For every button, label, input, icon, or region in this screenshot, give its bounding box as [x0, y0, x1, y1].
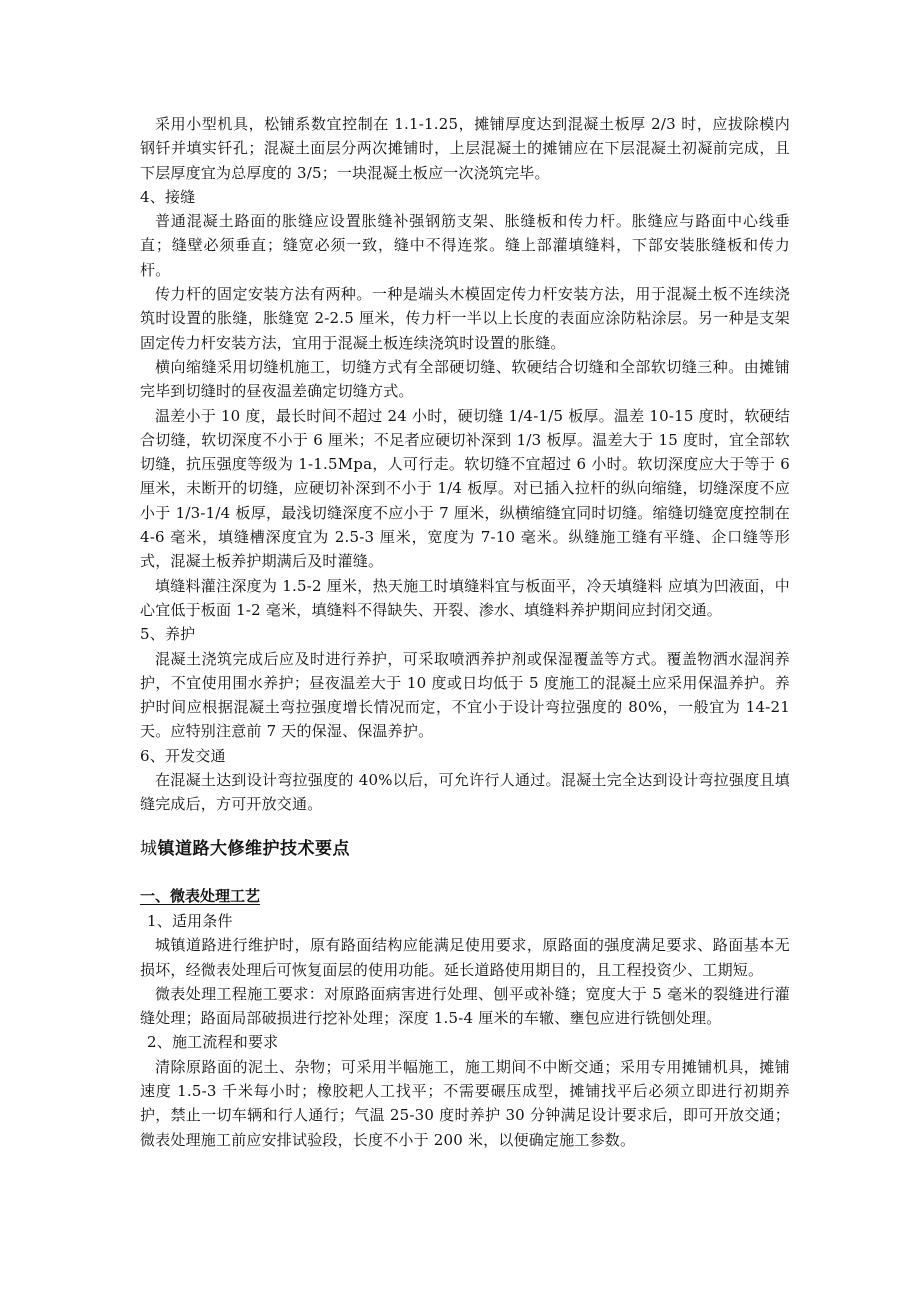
paragraph-requirements: 微表处理工程施工要求：对原路面病害进行处理、刨平或补缝；宽度大于 5 毫米的裂缝进行灌缝处理；路面局部破损进行挖补处理；深度 1.5-4 厘米的车辙、壅包应进行铣刨处理。 [140, 984, 790, 1028]
paragraph-conditions: 城镇道路进行维护时，原有路面结构应能满足使用要求，原路面的强度满足要求、路面基本无损坏，经微表处理后可恢复面层的使用功能。延长道路使用期目的，且工程投资少、工期短。 [140, 936, 790, 979]
title-rest: 镇道路大修维护技术要点 [157, 839, 350, 859]
heading-open-traffic: 6、开发交通 [140, 746, 226, 765]
heading-applicable-conditions: 1、适用条件 [147, 912, 233, 930]
section-micro-surfacing [140, 909, 790, 1152]
paragraph-process: 清除原路面的泥土、杂物；可采用半幅施工，施工期间不中断交通；采用专用摊铺机具，摊铺速度 1.5-3 千米每小时；橡胶耙人工找平；不需要碾压成型，摊铺找平后必须立即进行初期养护，禁止一切车辆和行人通行；气温 25-30 度时养护 30 分钟满足设计要求后，即可开放交通；微表处理施工前应安排试验段，长度不小于 200 米，以便确定施工参数。 [140, 1057, 790, 1149]
paragraph-transverse-joint: 横向缩缝采用切缝机施工，切缝方式有全部硬切缝、软硬结合切缝和全部软切缝三种。由摊铺完毕到切缝时的昼夜温差确定切缝方式。 [140, 357, 790, 401]
paragraph-open-traffic: 在混凝土达到设计弯拉强度的 40%以后，可允许行人通过。混凝土完全达到设计弯拉强度且填缝完成后，方可开放交通。 [140, 771, 790, 814]
paragraph-joint-filler: 填缝料灌注深度为 1.5-2 厘米，热天施工时填缝料宜与板面平，冷天填缝料 应填为凹液面，中心宜低于板面 1-2 毫米，填缝料不得缺失、开裂、渗水、填缝料养护期间应封闭交通。 [140, 576, 790, 619]
paragraph-dowel-bars: 传力杆的固定安装方法有两种。一种是端头木模固定传力杆安装方法，用于混凝土板不连续浇筑时设置的胀缝，胀缝宽 2-2.5 厘米，传力杆一半以上长度的表面应涂防粘涂层。另一种是支架固定传力杆安装方法，宜用于混凝土板连续浇筑时设置的胀缝。 [140, 285, 790, 352]
paragraph-curing: 混凝土浇筑完成后应及时进行养护，可采取喷洒养护剂或保湿覆盖等方式。覆盖物洒水湿润养护，不宜使用围水养护；昼夜温差大于 10 度或日均低于 5 度施工的混凝土应采用保温养护。养护时间应根据混凝土弯拉强度增长情况而定，不宜小于设计弯拉强度的 80%，一般宜为 14-21 天。应特别注意前 7 天的保湿、保温养护。 [140, 649, 795, 741]
section-concrete-construction [140, 112, 795, 817]
section-title-micro-surfacing: 一、微表处理工艺 [140, 887, 261, 905]
paragraph-expansion-joint: 普通混凝土路面的胀缝应设置胀缝补强钢筋支架、胀缝板和传力杆。胀缝应与路面中心线垂直；缝壁必须垂直；缝宽必须一致，缝中不得连浆。缝上部灌填缝料，下部安装胀缝板和传力杆。 [140, 212, 790, 279]
document-title [140, 834, 350, 859]
paragraph-temperature-cutting: 温差小于 10 度，最长时间不超过 24 小时，硬切缝 1/4-1/5 板厚。温差 10-15 度时，软硬结合切缝，软切深度不小于 6 厘米；不足者应硬切补深到 1/3 板厚。温差大于 15 度时，宜全部软切缝，抗压强度等级为 1-1.5Mpa，人可行走。软切缝不宜超过 6 小时。软切深度应大于等于 6 厘米，未断开的切缝，应硬切补深到不小于 1/4 板厚。对已插入拉杆的纵向缩缝，切缝深度不应小于 1/3-1/4 板厚，最浅切缝深度不应小于 7 厘米，纵横缩缝宜同时切缝。缩缝切缝宽度控制在 4-6 毫米，填缝槽深度宜为 2.5-3 厘米，宽度为 7-10 毫米。纵缝施工缝有平缝、企口缝等形式，混凝土板养护期满后及时灌缝。 [140, 406, 795, 571]
paragraph-paving: 采用小型机具，松铺系数宜控制在 1.1-1.25，摊铺厚度达到混凝土板厚 2/3 时，应拔除模内钢钎并填实钎孔；混凝土面层分两次摊铺时，上层混凝土的摊铺应在下层混凝土初凝前完成，且下层厚度宜为总厚度的 3/5；一块混凝土板应一次浇筑完毕。 [140, 115, 790, 182]
title-first-char: 城 [140, 839, 158, 859]
heading-joints: 4、接缝 [140, 187, 196, 206]
heading-process: 2、施工流程和要求 [147, 1033, 279, 1052]
heading-curing: 5、养护 [140, 625, 196, 644]
